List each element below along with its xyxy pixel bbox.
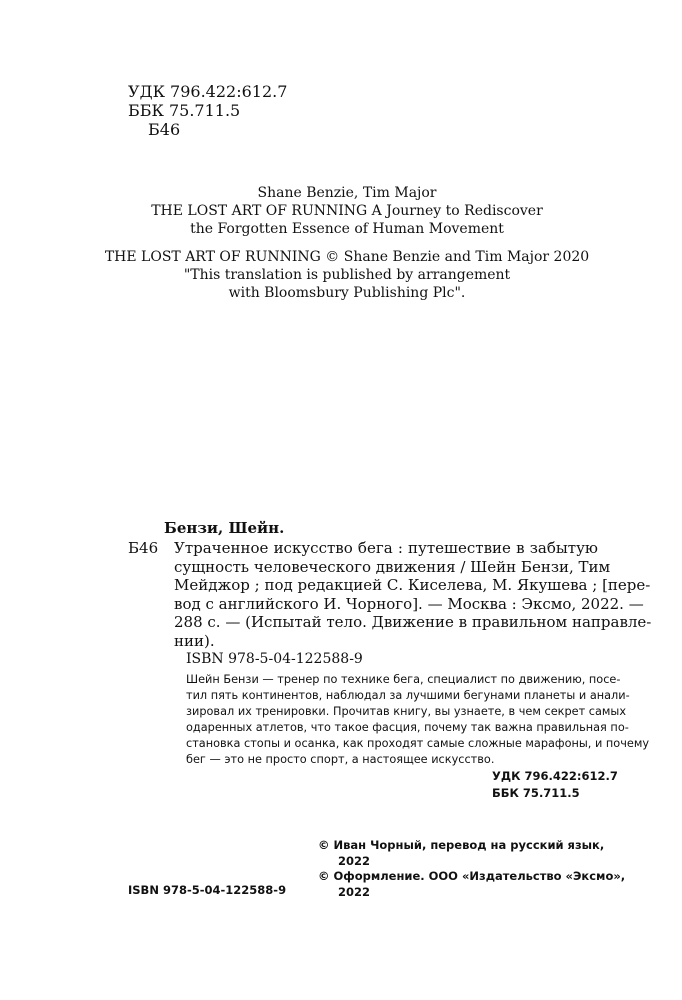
annotation-line: становка стопы и осанка, как проходят самые сложные марафоны, и почему: [186, 737, 650, 750]
arrangement-line-1: "This translation is published by arrangement: [183, 267, 511, 283]
udc-code-bottom: УДК 796.422:612.7: [492, 769, 618, 783]
copyright-translation-year: 2022: [338, 853, 371, 868]
record-line: вод с английского И. Чорного]. — Москва : Эксмо, 2022. —: [174, 594, 644, 613]
udc-code: УДК 796.422:612.7: [128, 82, 288, 101]
copyright-translation: [318, 838, 608, 869]
original-title-line-1: THE LOST ART OF RUNNING A Journey to Rediscover: [151, 203, 543, 219]
record-line: 288 с. — (Испытай тело. Движение в правильном направле-: [174, 613, 652, 631]
original-authors: Shane Benzie, Tim Major: [257, 185, 437, 201]
annotation-line: тил пять континентов, наблюдал за лучшими бегунами планеты и анали-: [186, 689, 630, 702]
isbn-main: ISBN 978-5-04-122588-9: [186, 651, 363, 667]
record-author-mark: Б46: [128, 539, 159, 557]
original-copyright: THE LOST ART OF RUNNING © Shane Benzie and Tim Major 2020: [104, 249, 590, 265]
copyright-design: [318, 869, 626, 900]
isbn-bottom: ISBN 978-5-04-122588-9: [128, 883, 287, 897]
record-line: Мейджор ; под редакцией С. Киселева, М. Якушева ; [пере-: [174, 576, 651, 594]
original-title-line-2: the Forgotten Essence of Human Movement: [190, 221, 504, 237]
classification-block-top: [128, 82, 287, 139]
annotation: [186, 672, 650, 768]
record-author-heading: Бензи, Шейн.: [164, 519, 285, 537]
record-description: [174, 539, 652, 650]
bbk-code-bottom: ББК 75.711.5: [492, 786, 580, 800]
bbk-code: ББК 75.711.5: [128, 101, 241, 120]
author-mark: Б46: [148, 120, 181, 139]
arrangement-line-2: with Bloomsbury Publishing Plc".: [228, 285, 466, 301]
original-edition-block: [100, 184, 594, 302]
annotation-line: зировал их тренировки. Прочитав книгу, вы узнаете, в чем секрет самых: [186, 705, 627, 718]
annotation-line: бег — это не просто спорт, а настоящее искусство.: [186, 753, 495, 766]
copyright-block: [318, 838, 626, 900]
record-line: Утраченное искусство бега : путешествие в забытую: [174, 539, 598, 557]
record-line: нии).: [174, 631, 215, 650]
annotation-line: одаренных атлетов, что такое фасция, почему так важна правильная по-: [186, 721, 629, 734]
copyright-design-text: © Оформление. ООО «Издательство «Эксмо»,: [318, 869, 626, 883]
classification-block-bottom: [492, 768, 618, 802]
copyright-translation-text: © Иван Чорный, перевод на русский язык,: [318, 838, 605, 852]
annotation-line: Шейн Бензи — тренер по технике бега, специалист по движению, посе-: [186, 673, 621, 686]
copyright-design-year: 2022: [338, 884, 371, 899]
record-line: сущность человеческого движения / Шейн Бензи, Тим: [174, 557, 611, 576]
